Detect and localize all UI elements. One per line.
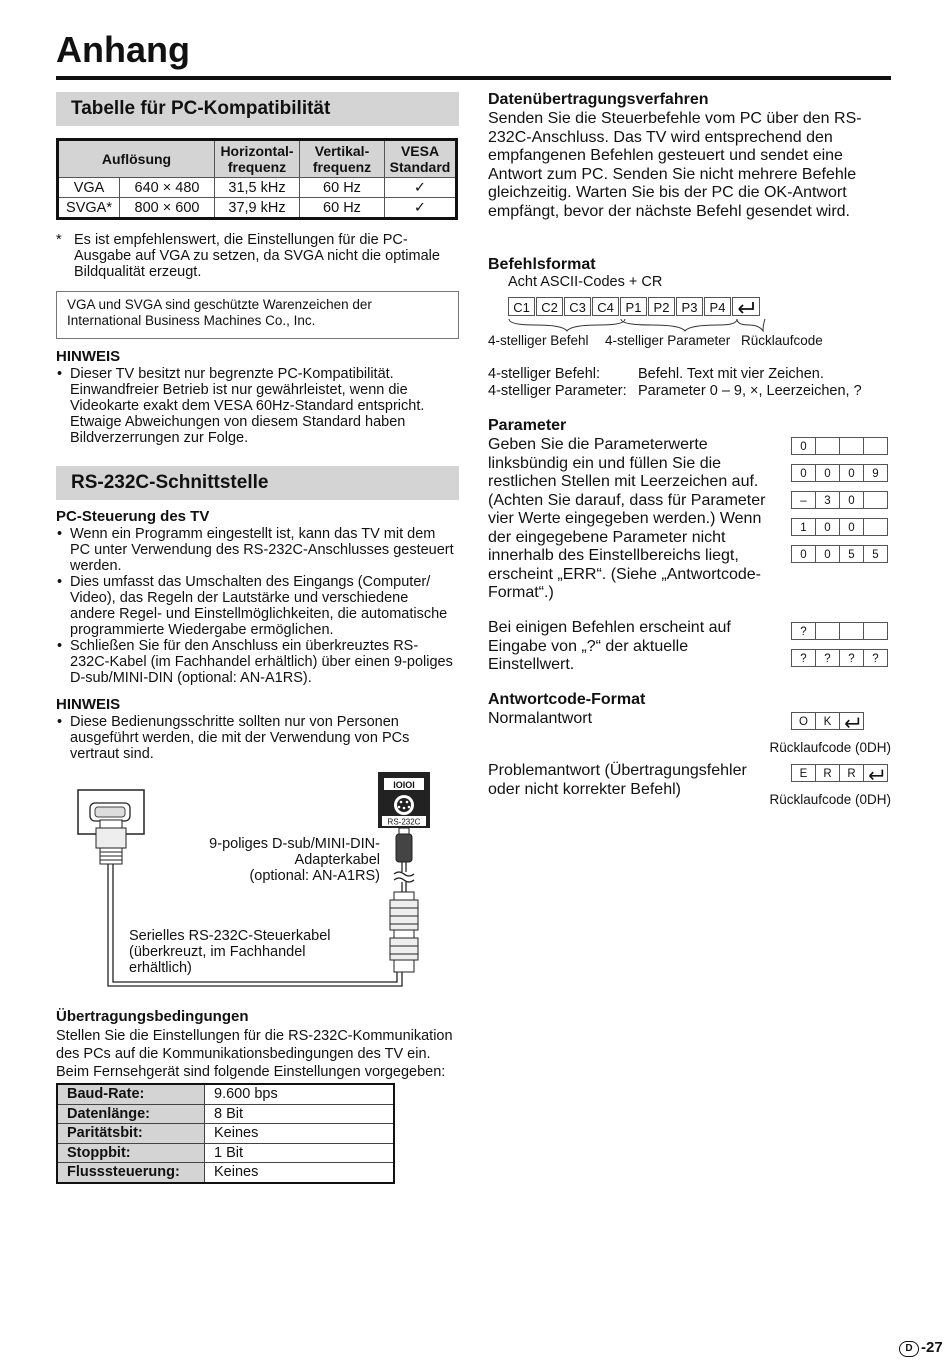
pc-compat-table: [56, 138, 458, 220]
table-row: Datenlänge: 8 Bit: [57, 1104, 394, 1124]
list-item: • Diese Bedienungsschritte sollten nur von Personen ausgeführt werden, die mit der Verwendung von PCs vertraut sind.: [56, 714, 456, 762]
list-item: • Dieser TV besitzt nur begrenzte PC-Kompatibilität. Einwandfreier Betrieb ist nur gewährleistet, wenn die Videokarte exakt dem VESA 60Hz-Standard entspricht. Etwaige Abweichungen von diesem Standard haben Bildverzerrungen zur Folge.: [56, 366, 456, 446]
dsub-connector-left: [96, 828, 126, 848]
col-vesa: VESA Standard: [385, 140, 457, 178]
conditions-title: Übertragungsbedingungen: [56, 1008, 249, 1025]
dsub-adapter-connector: [390, 900, 418, 930]
def-desc: Parameter 0 – 9, ×, Leerzeichen, ?: [638, 383, 862, 399]
title-rule: [56, 76, 891, 80]
param-example: 1 0 0: [791, 518, 888, 536]
def-desc: Befehl. Text mit vier Zeichen.: [638, 366, 824, 382]
table-row: SVGA* 800 × 600 37,9 kHz 60 Hz ✓: [58, 198, 457, 219]
list-item-continued: • Dies umfasst das Umschalten des Eingangs (Computer/ Video), das Regeln der Lautstärke und verschiedene andere Regel- und Einstellmöglichkeiten, die automatische programmierte Wiedergabe ermöglichen.: [56, 574, 456, 638]
table-row: Paritätsbit: Keines: [57, 1124, 394, 1144]
normal-response-cells: O K: [791, 712, 864, 730]
rs232c-heading: RS-232C-Schnittstelle: [56, 466, 459, 500]
table-row: Baud-Rate: 9.600 bps: [57, 1084, 394, 1104]
page-number: -27: [921, 1339, 943, 1356]
transfer-text: Senden Sie die Steuerbefehle vom PC über den RS-232C-Anschluss. Das TV wird entsprechend den empfangenen Befehlen gesteuert und sendet eine Antwort zum PC. Senden Sie nicht mehrere Befehle gleichzeitig. Warten Sie bis der PC die OK-Antwort empfängt, bevor der nächste Befehl gesendet wird.: [488, 110, 862, 220]
format-label-cmd: 4-stelliger Befehl: [488, 333, 589, 348]
pc-compat-heading: Tabelle für PC-Kompatibilität: [56, 92, 459, 126]
problem-label: Problemantwort (Übertragungsfehler oder nicht korrekter Befehl): [488, 762, 747, 798]
format-cell: C3: [564, 297, 591, 316]
format-label-param: 4-stelliger Parameter: [605, 333, 731, 348]
check-icon: ✓: [385, 198, 457, 219]
language-badge: D: [899, 1341, 919, 1357]
def-term: 4-stelliger Parameter:: [488, 383, 627, 399]
enter-icon: [732, 297, 760, 316]
format-cell: P1: [620, 297, 647, 316]
cable-label: Serielles RS-232C-Steuerkabel (überkreuzt, im Fachhandel erhältlich): [129, 928, 331, 976]
mini-din-plug: [396, 834, 412, 862]
page-title: Anhang: [56, 29, 190, 70]
cable-break-icon: [394, 872, 414, 882]
enter-icon: [863, 764, 888, 782]
dsub-cable-connector: [390, 938, 418, 960]
problem-response-cells: E R R: [791, 764, 888, 782]
normal-label: Normalantwort: [488, 710, 593, 727]
param-example: – 3 0: [791, 491, 888, 509]
list-item: • Wenn ein Programm eingestellt ist, kann das TV mit dem PC unter Verwendung des RS-232C-Anschlusses gesteuert werden.: [56, 526, 456, 574]
param-example: 0 0 0 9: [791, 464, 888, 482]
format-cells: [508, 297, 761, 316]
format-cell: P3: [676, 297, 703, 316]
table-row: Stoppbit: 1 Bit: [57, 1143, 394, 1163]
list-item: • Schließen Sie für den Anschluss ein überkreuztes RS-232C-Kabel (im Fachhandel erhältlich) über einen 9-poliges D-sub/MINI-DIN (optional: AN-A1RS).: [56, 638, 456, 686]
conditions-table: [56, 1083, 395, 1184]
trademark-note: VGA und SVGA sind geschützte Warenzeichen der International Business Machines Co., Inc.: [56, 291, 459, 339]
format-cell: C1: [508, 297, 535, 316]
footnote: Es ist empfehlenswert, die Einstellungen für die PC-Ausgabe auf VGA zu setzen, da SVGA nicht die optimale Bildqualität erzeugt.: [74, 232, 440, 280]
format-cell: C2: [536, 297, 563, 316]
port-label: RS-232C: [387, 817, 421, 827]
conditions-text: Stellen Sie die Einstellungen für die RS-232C-Kommunikation des PCs auf die Kommunikationsbedingungen des TV ein. Beim Fernsehgerät sind folgende Einstellungen vorgegeben:: [56, 1028, 453, 1080]
hinweis-title-2: HINWEIS: [56, 696, 121, 713]
col-hfreq: Horizontal- frequenz: [215, 140, 300, 178]
hinweis-list-2: [56, 714, 456, 762]
format-cell: P4: [704, 297, 731, 316]
col-vfreq: Vertikal- frequenz: [300, 140, 385, 178]
def-term: 4-stelliger Befehl:: [488, 366, 601, 382]
hinweis-list: [56, 366, 456, 446]
col-resolution: Auflösung: [58, 140, 215, 178]
enter-icon: [839, 712, 864, 730]
pc-control-list: [56, 526, 456, 686]
param-text: Geben Sie die Parameterwerte linksbündig ein und füllen Sie die restlichen Stellen mit Leerzeichen auf. (Achten Sie darauf, dass für Parameter vier Werte eingegeben werden.) Wenn der eingegebene Parameter nicht innerhalb des Einstellbereichs liegt, erscheint „ERR“. (Siehe „Antwortcode-Format“.): [488, 436, 766, 601]
param-title: Parameter: [488, 417, 567, 434]
adapter-label: 9-poliges D-sub/MINI-DIN- Adapterkabel (optional: AN-A1RS): [209, 836, 380, 884]
port-symbol: IOIOI: [393, 780, 415, 790]
cr-note: Rücklaufcode (0DH): [769, 740, 891, 755]
cr-note: Rücklaufcode (0DH): [769, 792, 891, 807]
response-title: Antwortcode-Format: [488, 691, 646, 708]
format-subtitle: Acht ASCII-Codes + CR: [508, 274, 663, 290]
table-row: VGA 640 × 480 31,5 kHz 60 Hz ✓: [58, 178, 457, 198]
format-cell: P2: [648, 297, 675, 316]
query-example: ? ? ? ?: [791, 649, 888, 667]
transfer-title: Datenübertragungsverfahren: [488, 91, 709, 108]
pc-control-title: PC-Steuerung des TV: [56, 508, 210, 525]
footnote-mark: *: [56, 232, 62, 248]
format-cell: C4: [592, 297, 619, 316]
query-text: Bei einigen Befehlen erscheint auf Eingabe von „?“ der aktuelle Einstellwert.: [488, 619, 731, 673]
query-example: ?: [791, 622, 888, 640]
format-label-cr: Rücklaufcode: [741, 333, 823, 348]
hinweis-title: HINWEIS: [56, 348, 121, 365]
check-icon: ✓: [385, 178, 457, 198]
format-title: Befehlsformat: [488, 256, 596, 273]
param-example: 0 0 5 5: [791, 545, 888, 563]
param-example: 0: [791, 437, 888, 455]
table-row: Flusssteuerung: Keines: [57, 1163, 394, 1183]
